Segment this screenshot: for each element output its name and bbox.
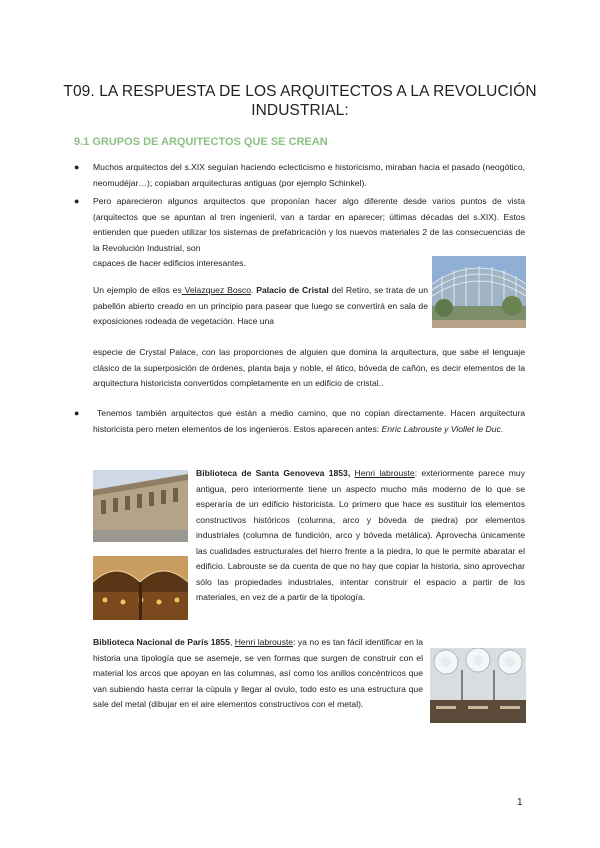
biblioteca-nacional-separator: ,	[229, 637, 235, 647]
santa-genoveva-exterior-photo	[93, 470, 188, 542]
bullet-paragraph-new-architects: Pero aparecieron algunos arquitectos que proponían hacer algo diferente desde varios puntos de vista (arquitectos que se apuntan al tren ingenieril, van a tardar en aparecer; últimas décadas del s.XIX). Estos entienden que pueden utilizar los sistemas de prefabricación y los nuevos materiales 2 de las consecuencias de la Revolución Industrial, son	[93, 196, 525, 253]
page-number: 1	[517, 797, 523, 808]
palacio-de-cristal-bold: Palacio de Cristal	[256, 285, 329, 295]
santa-genoveva-title: Biblioteca de Santa Genoveva 1853,	[196, 468, 351, 478]
page-title: T09. LA RESPUESTA DE LOS ARQUITECTOS A LA REVOLUCIÓN INDUSTRIAL:	[63, 83, 537, 119]
middle-ground-text: Tenemos también arquitectos que están a medio camino, que no copian directamente. Hacen arquitectura historicista pero meten elementos de los ingenieros. Estos aparecen antes:	[93, 408, 525, 434]
example-text: del Retiro, se trata de un pabellón abierto creado en un principio para pasear que luego se convertirá en sala de exposiciones rodeada de vegetación. Hace una	[93, 285, 428, 326]
bullet-paragraph-eclecticism: Muchos arquitectos del s.XIX seguían haciendo eclecticismo e historicismo, miraban hacia el pasado (neogótico, neomudéjar…); copiaban arquitecturas antiguas (por ejemplo Schinkel).	[93, 162, 525, 188]
henri-labrouste-link[interactable]: Henri labrouste	[234, 637, 294, 647]
palacio-de-cristal-photo	[432, 256, 526, 328]
santa-genoveva-interior-photo	[93, 556, 188, 620]
santa-genoveva-text: : exteriormente parece muy antigua, pero interiormente tiene un aspecto mucho más moderno de lo que se esperaría de un edificio historicista. Lo primero que hace es sustituir los elementos constructivos históricos (columna, arco y bóveda de piedra) por elementos industriales (columna de fundición, arco y bóveda metálica). Aprovecha únicamente las cualidades estructurales del hierro frente a la piedra, lo que le permite abaratar el edificio. Labrouste se da cuenta de que no hay que copiar la historia, sino aprovechar sólo las propiedades industriales, intentar construir el espacio a partir de los materiales, en vez de a partir de la tipología.	[196, 468, 526, 602]
henri-labrouste-link[interactable]: Henri labrouste	[354, 468, 415, 478]
bullet-paragraph-new-architects-end: capaces de hacer edificios interesantes.	[93, 258, 246, 268]
bullet-marker: ●	[74, 196, 80, 206]
bullet-marker: ●	[74, 408, 80, 418]
biblioteca-nacional-photo	[430, 648, 526, 723]
bullet-marker: ●	[74, 162, 80, 172]
biblioteca-nacional-paragraph	[93, 635, 423, 713]
biblioteca-nacional-text: : ya no es tan fácil identificar en la historia una tipología que se asemeje, se ven formas que surgen de construir con el material los arcos que apoyan en las columnas, así como los anillos concéntricos que van subiendo hasta cerrar la cúpula y llegar al ovulo, todo esto es una estructura que sale del metal (dibujar en el aire elementos constructivos con el metal).	[93, 637, 423, 709]
bullet-paragraph-middle-ground	[93, 406, 525, 437]
labrouste-viollet-italic: Enric Labrouste y Viollet le Duc	[381, 423, 501, 434]
example-paragraph-continued: especie de Crystal Palace, con las proporciones de alguien que domina la arquitectura, que sabe el lenguaje clásico de la superposición de órdenes, planta baja y noble, el ático, bóveda de cañón, es decir elementos de la arquitectura historicista convertidos completamente en un edificio de cristal..	[93, 347, 525, 388]
example-text: .	[250, 285, 257, 295]
example-paragraph	[93, 283, 428, 330]
velazquez-bosco-link[interactable]: Velazquez Bosco	[181, 285, 251, 295]
santa-genoveva-paragraph	[196, 466, 525, 606]
middle-ground-end: .	[500, 423, 504, 434]
section-heading: 9.1 GRUPOS DE ARQUITECTOS QUE SE CREAN	[74, 136, 328, 148]
biblioteca-nacional-title: Biblioteca Nacional de París 1855	[93, 637, 230, 647]
example-text: Un ejemplo de ellos es	[93, 285, 182, 295]
